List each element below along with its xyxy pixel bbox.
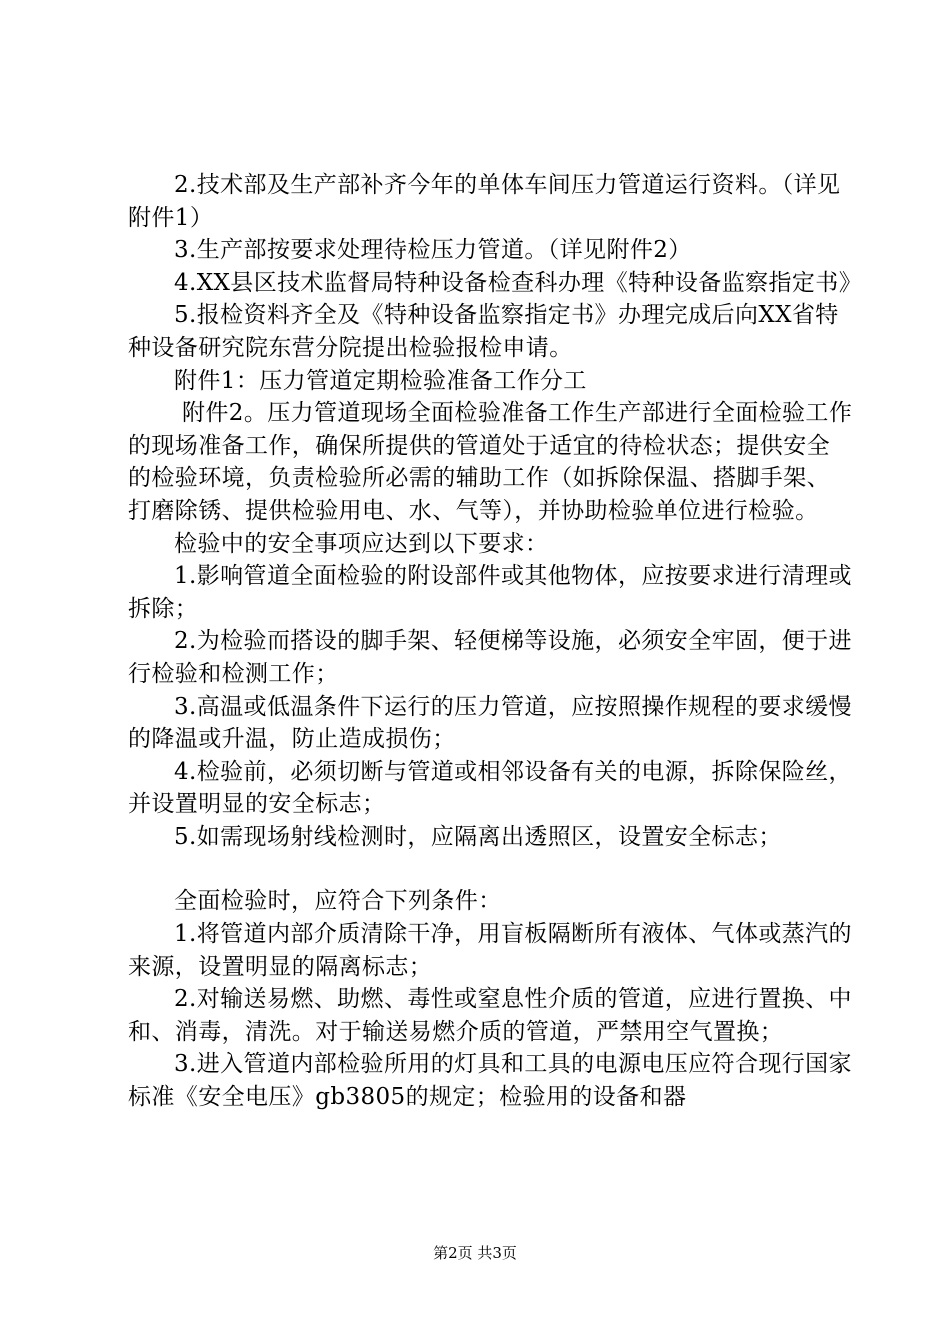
attachment-1-title: 附件1：压力管道定期检验准备工作分工 bbox=[174, 367, 587, 394]
safety-item-5: 5.如需现场射线检测时，应隔离出透照区，设置安全标志； bbox=[174, 823, 782, 850]
paragraph-item-2: 2.技术部及生产部补齐今年的单体车间压力管道运行资料。（详见附件1） bbox=[128, 172, 841, 231]
condition-item-2: 2.对输送易燃、助燃、毒性或窒息性介质的管道，应进行置换、中和、消毒，清洗。对于输送易燃介质的管道，严禁用空气置换； bbox=[128, 986, 852, 1045]
inspection-conditions-heading: 全面检验时，应符合下列条件： bbox=[174, 888, 502, 915]
document-body bbox=[128, 169, 863, 1114]
paragraph-item-3: 3.生产部按要求处理待检压力管道。（详见附件2） bbox=[174, 237, 692, 264]
page-number-footer: 第2页 共3页 bbox=[433, 1244, 517, 1262]
paragraph-item-5: 5.报检资料齐全及《特种设备监察指定书》办理完成后向XX省特种设备研究院东营分院提出检验报检申请。 bbox=[128, 302, 839, 361]
safety-item-4: 4.检验前，必须切断与管道或相邻设备有关的电源，拆除保险丝，并设置明显的安全标志； bbox=[128, 758, 852, 818]
safety-requirements-heading: 检验中的安全事项应达到以下要求： bbox=[174, 530, 549, 557]
condition-item-1: 1.将管道内部介质清除干净，用盲板隔断所有液体、气体或蒸汽的来源，设置明显的隔离标志； bbox=[128, 921, 852, 980]
condition-item-3: 3.进入管道内部检验所用的灯具和工具的电源电压应符合现行国家标准《安全电压》gb3805的规定；检验用的设备和器 bbox=[128, 1051, 852, 1111]
paragraph-item-4: 4.XX县区技术监督局特种设备检查科办理《特种设备监察指定书》 bbox=[174, 269, 863, 296]
safety-item-2: 2.为检验而搭设的脚手架、轻便梯等设施，必须安全牢固，便于进行检验和检测工作； bbox=[128, 628, 852, 687]
safety-item-1: 1.影响管道全面检验的附设部件或其他物体，应按要求进行清理或拆除； bbox=[128, 563, 852, 622]
attachment-2-body: 附件2。压力管道现场全面检验准备工作生产部进行全面检验工作的现场准备工作，确保所提供的管道处于适宜的待检状态；提供安全的检验环境，负责检验所必需的辅助工作（如拆除保温、搭脚手架、打磨除锈、提供检验用电、水、气等），并协助检验单位进行检验。 bbox=[128, 400, 853, 524]
safety-item-3: 3.高温或低温条件下运行的压力管道，应按照操作规程的要求缓慢的降温或升温，防止造成损伤； bbox=[128, 693, 852, 753]
